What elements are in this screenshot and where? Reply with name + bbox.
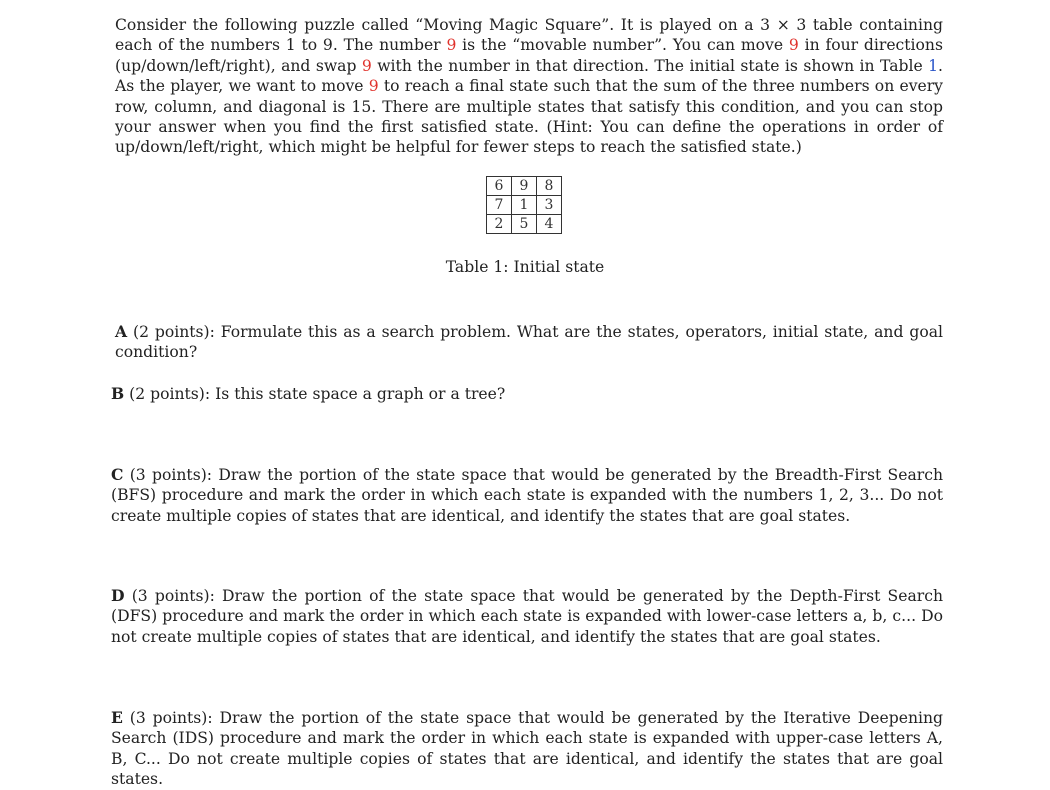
intro-text-3: in four directions (up/down/left/right), and swap [115, 36, 943, 75]
question-e [111, 708, 943, 790]
question-text: Draw the portion of the state space that would be generated by the Breadth-First Search (BFS) procedure and mark the order in which each state is expanded with the numbers 1, 2, 3... Do not create multiple copies of states that are identical, and identify the states that are goal states. [111, 466, 943, 525]
question-points: (2 points): [127, 323, 221, 341]
table-reference-link[interactable]: 1 [928, 56, 939, 75]
movable-number: 9 [368, 77, 379, 96]
intro-text-6: to reach a final state such that the sum of the three numbers on every row, column, and diagonal is 15. There are multiple states that satisfy this condition, and you can stop your answer when you find the first satisfied state. (Hint: You can define the operations in order of up/down/left/right, which might be helpful for fewer steps to reach the satisfied state.) [115, 77, 943, 157]
table-row [487, 215, 562, 234]
table-row [487, 177, 562, 196]
question-letter: A [115, 322, 128, 341]
table-cell: 6 [487, 177, 512, 196]
question-letter: D [111, 586, 125, 605]
intro-text-4: with the number in that direction. The initial state is shown in Table [371, 56, 929, 75]
question-letter: C [111, 465, 124, 484]
table-row [487, 196, 562, 215]
question-points: (3 points): [123, 466, 219, 484]
table-cell: 4 [537, 215, 562, 234]
table-cell: 5 [512, 215, 537, 234]
initial-state-table [486, 176, 562, 234]
table-cell: 3 [537, 196, 562, 215]
movable-number: 9 [446, 36, 457, 55]
intro-text-5: . As the player, we want to move [115, 56, 943, 96]
movable-number: 9 [788, 36, 799, 55]
table-cell-movable: 9 [512, 177, 537, 196]
table-cell: 8 [537, 177, 562, 196]
table-cell: 2 [487, 215, 512, 234]
question-text: Is this state space a graph or a tree? [215, 385, 506, 403]
question-text: Draw the portion of the state space that would be generated by the Depth-First Search (DFS) procedure and mark the order in which each state is expanded with lower-case letters a, b, c... Do not create multiple copies of states that are identical, and identify the states that are goal states. [111, 587, 943, 646]
intro-text-1: Consider the following puzzle called “Moving Magic Square”. It is played on a 3 × 3 table containing each of the numbers 1 to 9. The number [115, 16, 943, 55]
table-caption: Table 1: Initial state [445, 258, 605, 276]
intro-text-2: is the “movable number”. You can move [456, 36, 789, 55]
intro-paragraph [115, 15, 943, 158]
question-points: (2 points): [124, 385, 216, 403]
question-b [111, 384, 943, 404]
question-points: (3 points): [124, 587, 223, 605]
table-cell: 7 [487, 196, 512, 215]
table-cell: 1 [512, 196, 537, 215]
question-d [111, 586, 943, 647]
question-text: Draw the portion of the state space that would be generated by the Iterative Deepening Search (IDS) procedure and mark the order in which each state is expanded with upper-case letters A, B, C... Do not create multiple copies of states that are identical, and identify the states that are goal states. [111, 709, 943, 789]
question-c [111, 465, 943, 526]
question-letter: E [111, 708, 123, 727]
question-points: (3 points): [122, 709, 220, 727]
question-text: Formulate this as a search problem. What are the states, operators, initial state, and goal condition? [115, 323, 943, 362]
movable-number: 9 [361, 56, 372, 75]
question-a [115, 322, 943, 363]
question-letter: B [111, 384, 125, 403]
